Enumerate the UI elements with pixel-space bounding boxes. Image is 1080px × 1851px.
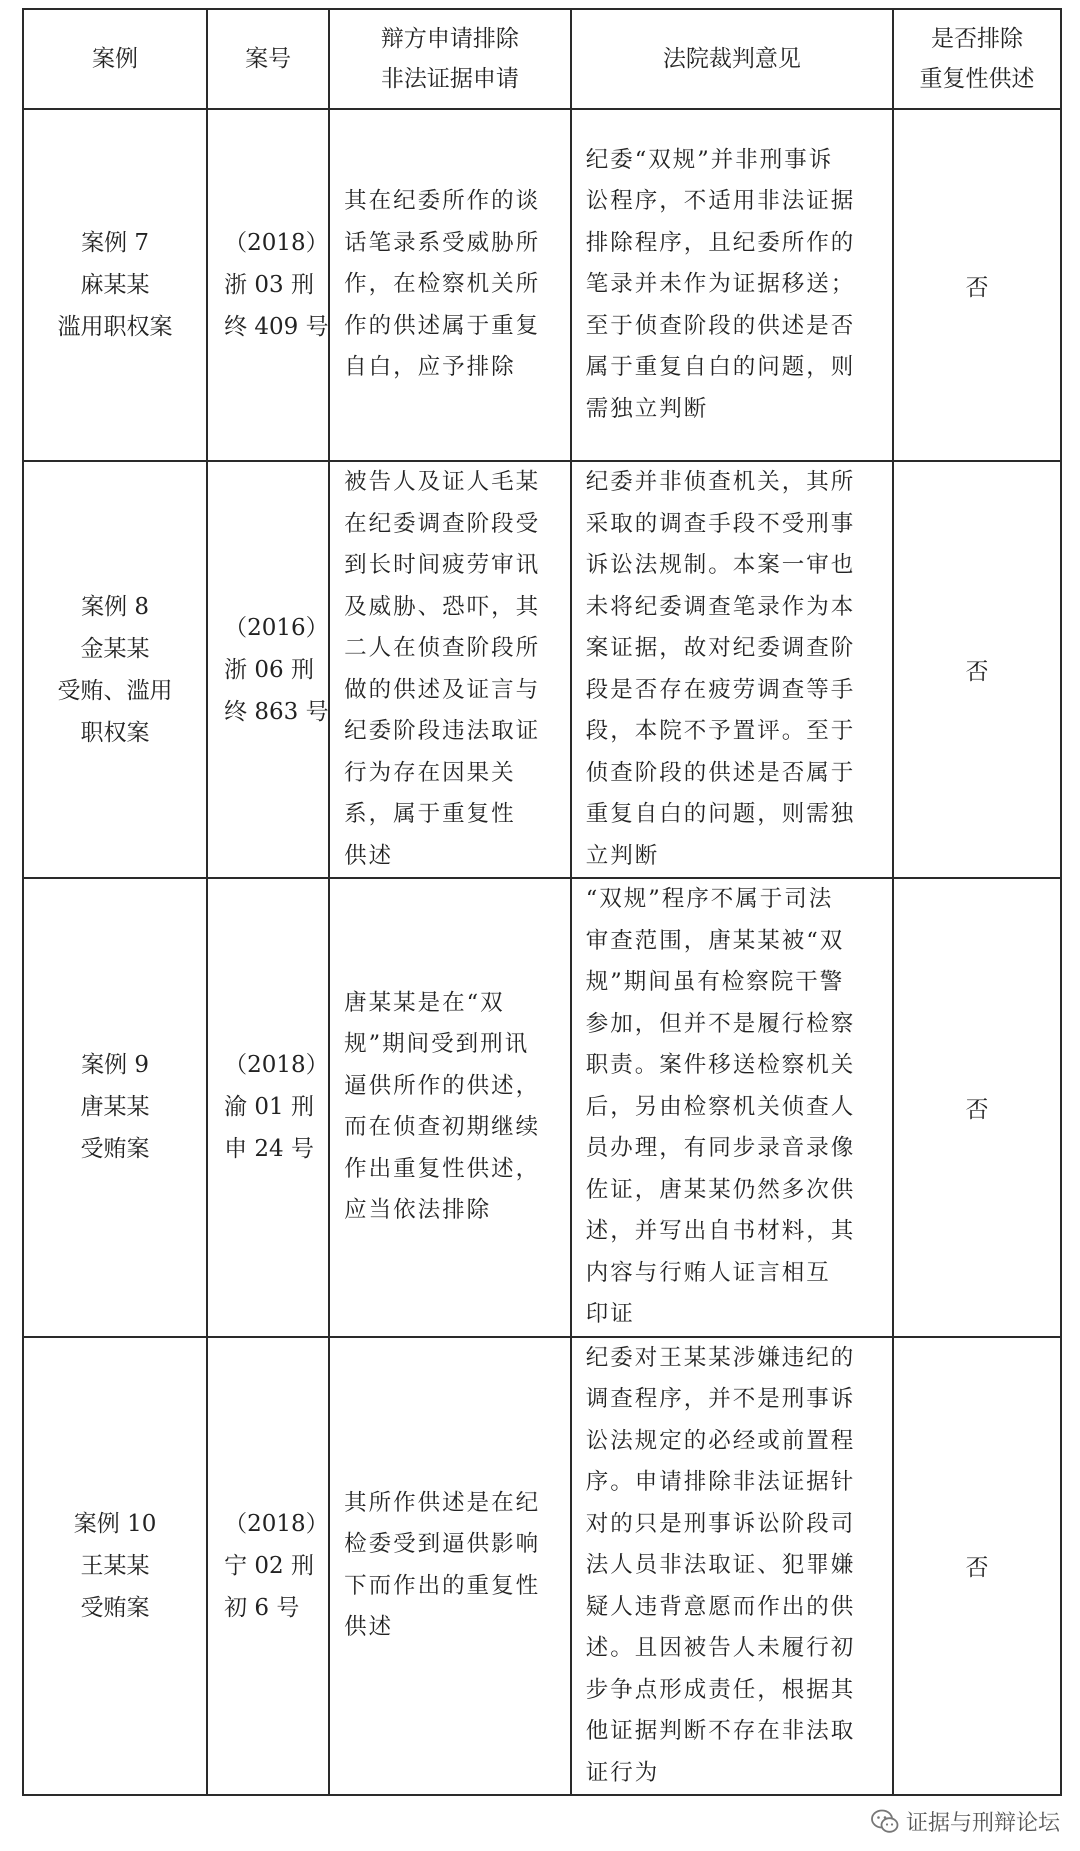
case-number-cell: （2016） 浙 06 刑 终 863 号	[207, 461, 329, 878]
excluded-cell: 否	[893, 878, 1061, 1337]
header-case-no: 案号	[207, 9, 329, 109]
table-row	[23, 461, 1061, 878]
table-row	[23, 109, 1061, 461]
defense-request-cell: 唐某某是在“双 规”期间受到刑讯 逼供所作的供述， 而在侦查初期继续 作出重复性供述， 应当依法排除	[329, 878, 571, 1337]
excluded-cell: 否	[893, 1337, 1061, 1796]
court-opinion-cell: 纪委并非侦查机关，其所 采取的调查手段不受刑事 诉讼法规制。本案一审也 未将纪委调查笔录作为本 案证据，故对纪委调查阶 段是否存在疲劳调查等手 段，本院不予置评。至于 侦查阶段的供述是否属于 重复自白的问题，则需独 立判断	[571, 461, 893, 878]
defense-request-cell: 其所作供述是在纪 检委受到逼供影响 下而作出的重复性 供述	[329, 1337, 571, 1796]
wechat-icon	[870, 1807, 900, 1837]
watermark	[870, 1806, 1060, 1837]
defense-request-cell: 被告人及证人毛某 在纪委调查阶段受 到长时间疲劳审讯 及威胁、恐吓，其 二人在侦查阶段所 做的供述及证言与 纪委阶段违法取证 行为存在因果关 系，属于重复性 供述	[329, 461, 571, 878]
excluded-cell: 否	[893, 109, 1061, 461]
defense-request-cell: 其在纪委所作的谈 话笔录系受威胁所 作，在检察机关所 作的供述属于重复 自白，应予排除	[329, 109, 571, 461]
header-defense-request: 辩方申请排除 非法证据申请	[329, 9, 571, 109]
case-cell: 案例 8 金某某 受贿、滥用 职权案	[23, 461, 207, 878]
court-opinion-cell: 纪委对王某某涉嫌违纪的 调查程序，并不是刑事诉 讼法规定的必经或前置程 序。申请排除非法证据针 对的只是刑事诉讼阶段司 法人员非法取证、犯罪嫌 疑人违背意愿而作出的供 述。且因被告人未履行初 步争点形成责任，根据其 他证据判断不存在非法取 证行为	[571, 1337, 893, 1796]
court-opinion-cell: 纪委“双规”并非刑事诉 讼程序，不适用非法证据 排除程序，且纪委所作的 笔录并未作为证据移送； 至于侦查阶段的供述是否 属于重复自白的问题，则 需独立判断	[571, 109, 893, 461]
case-table	[22, 8, 1062, 1796]
case-cell: 案例 10 王某某 受贿案	[23, 1337, 207, 1796]
case-cell: 案例 9 唐某某 受贿案	[23, 878, 207, 1337]
header-excluded: 是否排除 重复性供述	[893, 9, 1061, 109]
table-header-row	[23, 9, 1061, 109]
case-number-cell: （2018） 宁 02 刑 初 6 号	[207, 1337, 329, 1796]
table-row	[23, 1337, 1061, 1796]
case-cell: 案例 7 麻某某 滥用职权案	[23, 109, 207, 461]
excluded-cell: 否	[893, 461, 1061, 878]
header-court-opinion: 法院裁判意见	[571, 9, 893, 109]
header-case: 案例	[23, 9, 207, 109]
table-row	[23, 878, 1061, 1337]
watermark-text: 证据与刑辩论坛	[905, 1811, 1060, 1836]
case-number-cell: （2018） 渝 01 刑 申 24 号	[207, 878, 329, 1337]
court-opinion-cell: “双规”程序不属于司法 审查范围，唐某某被“双 规”期间虽有检察院干警 参加，但并不是履行检察 职责。案件移送检察机关 后，另由检察机关侦查人 员办理，有同步录音录像 佐证，唐某某仍然多次供 述，并写出自书材料，其 内容与行贿人证言相互 印证	[571, 878, 893, 1337]
case-number-cell: （2018） 浙 03 刑 终 409 号	[207, 109, 329, 461]
table-body	[23, 109, 1061, 1795]
